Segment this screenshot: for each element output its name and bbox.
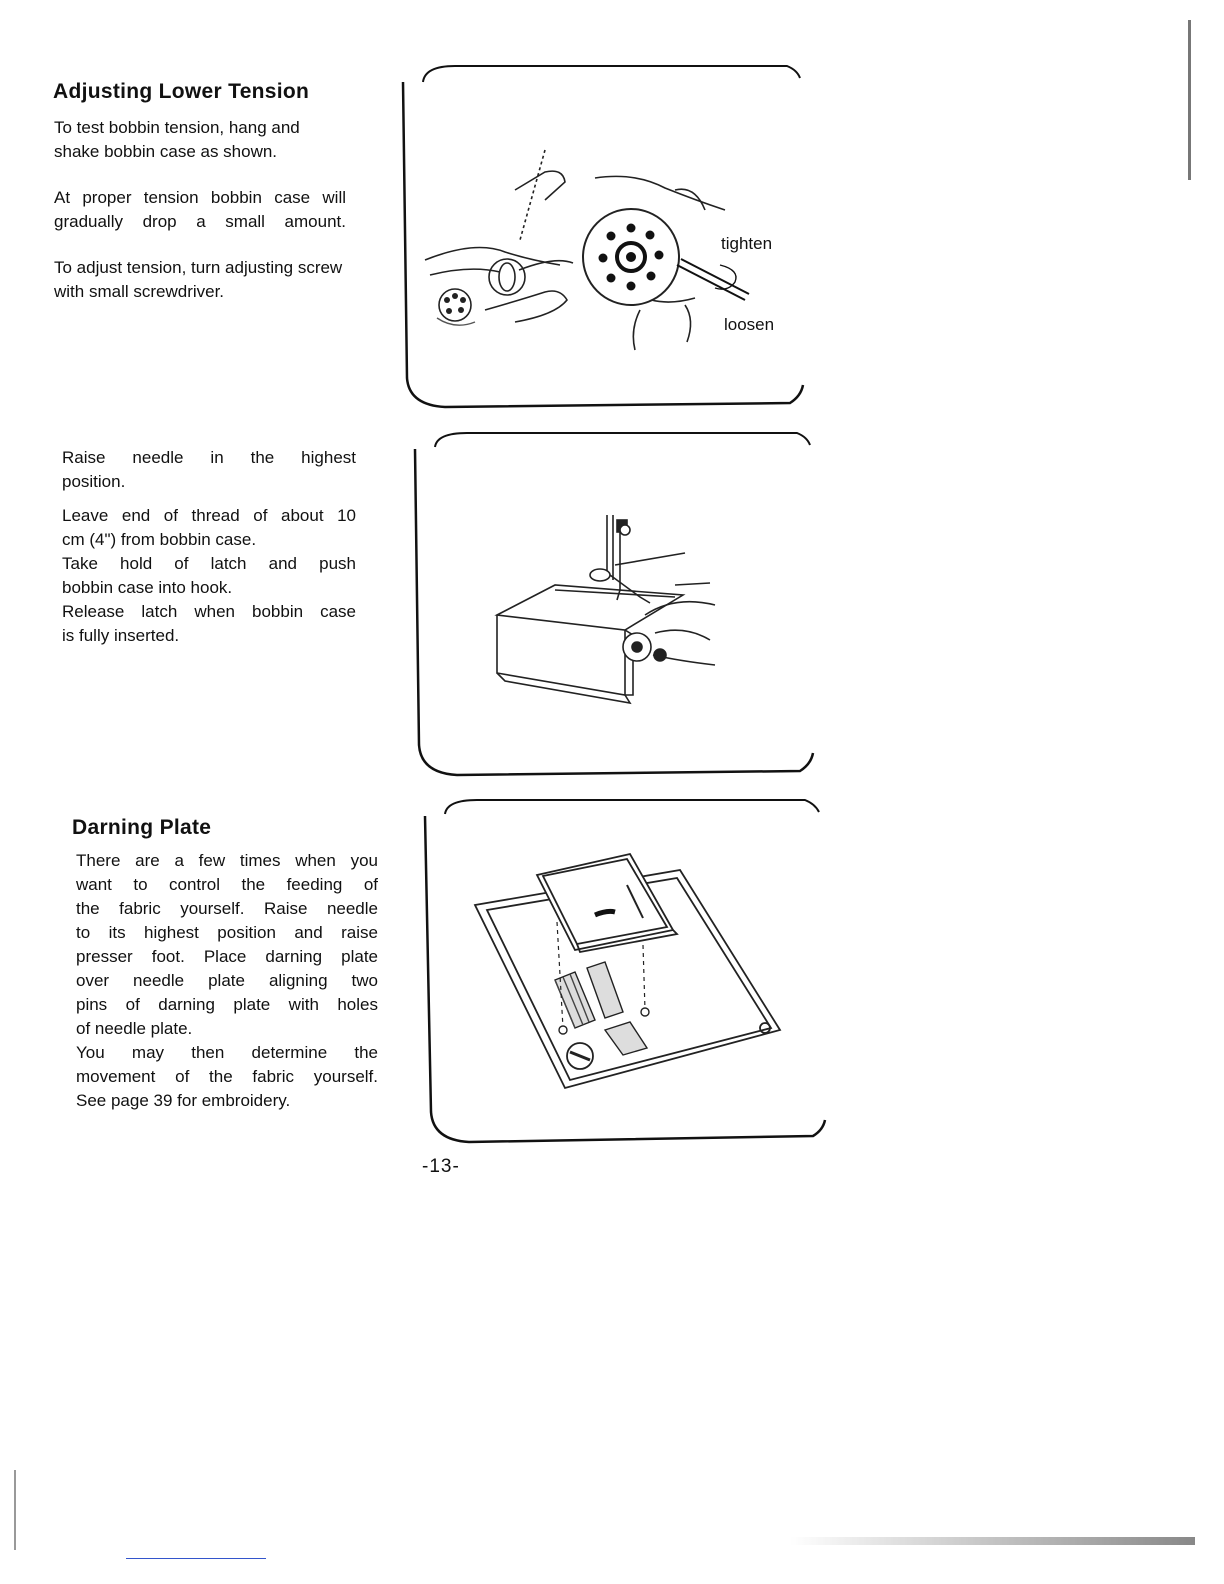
bobbin-case-small-icon: [437, 289, 475, 325]
text-line: pins of darning plate with holes: [76, 995, 378, 1014]
paragraph: At proper tension bobbin case will gradually drop a small amount.: [54, 188, 346, 231]
scan-edge-line: [14, 1470, 16, 1550]
bobbin-insert-text: [62, 446, 356, 648]
text-line: Release latch when bobbin case: [62, 602, 356, 621]
scan-edge-line: [126, 1558, 266, 1559]
text-line: the fabric yourself. Raise needle: [76, 899, 378, 918]
text-line: See page 39 for embroidery.: [76, 1091, 291, 1110]
bobbin-insert-figure: [405, 425, 825, 780]
loosen-label: loosen: [724, 315, 775, 334]
scan-edge-bar: [790, 1537, 1195, 1545]
text-line: Raise needle in the highest: [62, 448, 356, 467]
text-line: bobbin case into hook.: [62, 578, 233, 597]
text-line: is fully inserted.: [62, 626, 180, 645]
text-line: of needle plate.: [76, 1019, 193, 1038]
text-line: You may then determine the: [76, 1043, 378, 1062]
lower-tension-text: [54, 116, 346, 304]
screwdriver-icon: [677, 259, 749, 300]
sewing-machine-bed-icon: [497, 585, 683, 703]
tighten-label: tighten: [721, 234, 773, 253]
text-line: to its highest position and raise: [76, 923, 378, 942]
paragraph: To test bobbin tension, hang and shake bobbin case as shown.: [54, 118, 300, 161]
section-heading-darning-plate: Darning Plate: [72, 816, 212, 839]
text-line: want to control the feeding of: [76, 875, 378, 894]
paragraph: To adjust tension, turn adjusting screw with small screwdriver.: [54, 258, 343, 301]
darning-plate-figure: [415, 790, 835, 1150]
text-line: position.: [62, 472, 126, 491]
darning-plate-text: [76, 849, 378, 1113]
text-line: over needle plate aligning two: [76, 971, 378, 990]
text-line: Take hold of latch and push: [62, 554, 356, 573]
scan-edge-line: [1188, 20, 1191, 180]
text-line: Leave end of thread of about 10: [62, 506, 356, 525]
text-line: movement of the fabric yourself.: [76, 1067, 378, 1086]
section-heading-lower-tension: Adjusting Lower Tension: [53, 80, 310, 103]
page-number: -13-: [422, 1156, 460, 1177]
text-line: There are a few times when you: [76, 851, 378, 870]
text-line: presser foot. Place darning plate: [76, 947, 378, 966]
text-line: cm (4") from bobbin case.: [62, 530, 257, 549]
